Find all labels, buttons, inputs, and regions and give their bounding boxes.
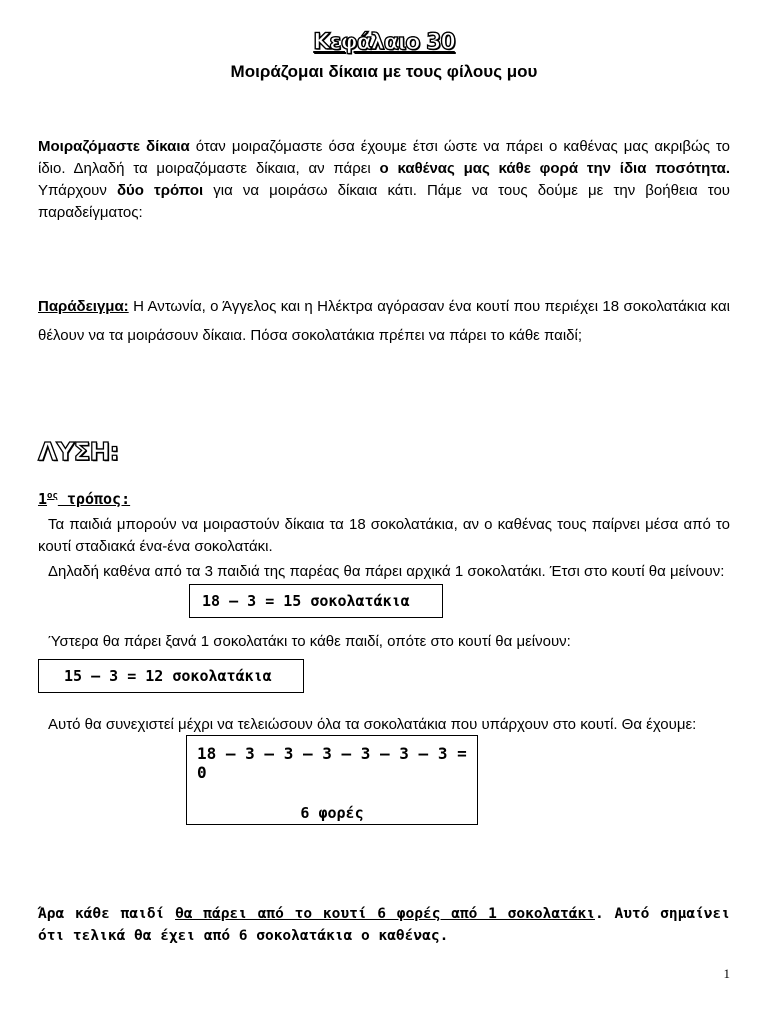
conclusion-underlined: θα πάρει από το κουτί 6 φορές από 1 σοκολατάκι bbox=[175, 906, 595, 922]
intro-text-2: Υπάρχουν bbox=[38, 182, 117, 199]
method-heading bbox=[38, 490, 130, 508]
method-paragraph-1: Τα παιδιά μπορούν να μοιραστούν δίκαια τα 18 σοκολατάκια, αν ο καθένας τους παίρνει μέσα από το κουτί σταδιακά ένα-ένα σοκολατάκι. bbox=[38, 516, 730, 555]
chapter-title: Κεφάλαιο 30 bbox=[313, 30, 455, 55]
conclusion-paragraph bbox=[38, 903, 730, 947]
method-paragraph-4: Αυτό θα συνεχιστεί μέχρι να τελειώσουν όλα τα σοκολατάκια που υπάρχουν στο κουτί. Θα έχουμε: bbox=[48, 716, 697, 733]
intro-bold-2: δύο τρόποι bbox=[116, 182, 204, 199]
method-superscript: ος bbox=[47, 491, 58, 501]
page-subtitle: Μοιράζομαι δίκαια με τους φίλους μου bbox=[230, 62, 538, 81]
method-label: τρόπος: bbox=[57, 490, 131, 508]
example-paragraph bbox=[38, 292, 730, 350]
page-number: 1 bbox=[723, 966, 730, 981]
method-paragraph-3: Ύστερα θα πάρει ξανά 1 σοκολατάκι το κάθε παιδί, οπότε στο κουτί θα μείνουν: bbox=[48, 633, 571, 650]
intro-text-3: για να μοιράσω δίκαια κάτι. Πάμε να τους δούμε με την βοήθεια του παραδείγματος: bbox=[38, 182, 730, 221]
method-number: 1 bbox=[38, 490, 48, 508]
method-paragraph-2: Δηλαδή καθένα από τα 3 παιδιά της παρέας θα πάρει αρχικά 1 σοκολατάκι. Έτσι στο κουτί θα μείνουν: bbox=[48, 563, 725, 580]
solution-heading: ΛΥΣΗ: bbox=[38, 437, 119, 466]
conclusion-text-a: Άρα κάθε παιδί bbox=[38, 906, 176, 922]
intro-text-1: όταν μοιραζόμαστε όσα έχουμε έτσι ώστε να πάρει ο καθένας μας ακριβώς το ίδιο. Δηλαδή τα μοιραζόμαστε δίκαια, αν πάρει bbox=[38, 138, 730, 177]
example-label: Παράδειγμα: bbox=[38, 298, 129, 315]
intro-term: Μοιραζόμαστε δίκαια bbox=[38, 138, 190, 155]
calc-box-2: 15 – 3 = 12 σοκολατάκια bbox=[38, 659, 304, 693]
calc-box-3-equation: 18 – 3 – 3 – 3 – 3 – 3 – 3 = 0 bbox=[197, 744, 467, 782]
intro-paragraph bbox=[38, 136, 730, 224]
calc-box-3-count: 6 φορές bbox=[300, 804, 364, 822]
calc-box-1: 18 – 3 = 15 σοκολατάκια bbox=[189, 584, 443, 618]
calc-box-3 bbox=[186, 735, 478, 825]
conclusion-text-b: . Αυτό σημαίνει ότι τελικά θα έχει από 6 σοκολατάκια ο καθένας. bbox=[38, 906, 730, 944]
example-text: Η Αντωνία, ο Άγγελος και η Ηλέκτρα αγόρασαν ένα κουτί που περιέχει 18 σοκολατάκια και θέλουν να τα μοιράσουν δίκαια. Πόσα σοκολατάκια πρέπει να πάρει το κάθε παιδί; bbox=[38, 298, 730, 344]
intro-bold-1: ο καθένας μας κάθε φορά την ίδια ποσότητα. bbox=[379, 160, 730, 177]
